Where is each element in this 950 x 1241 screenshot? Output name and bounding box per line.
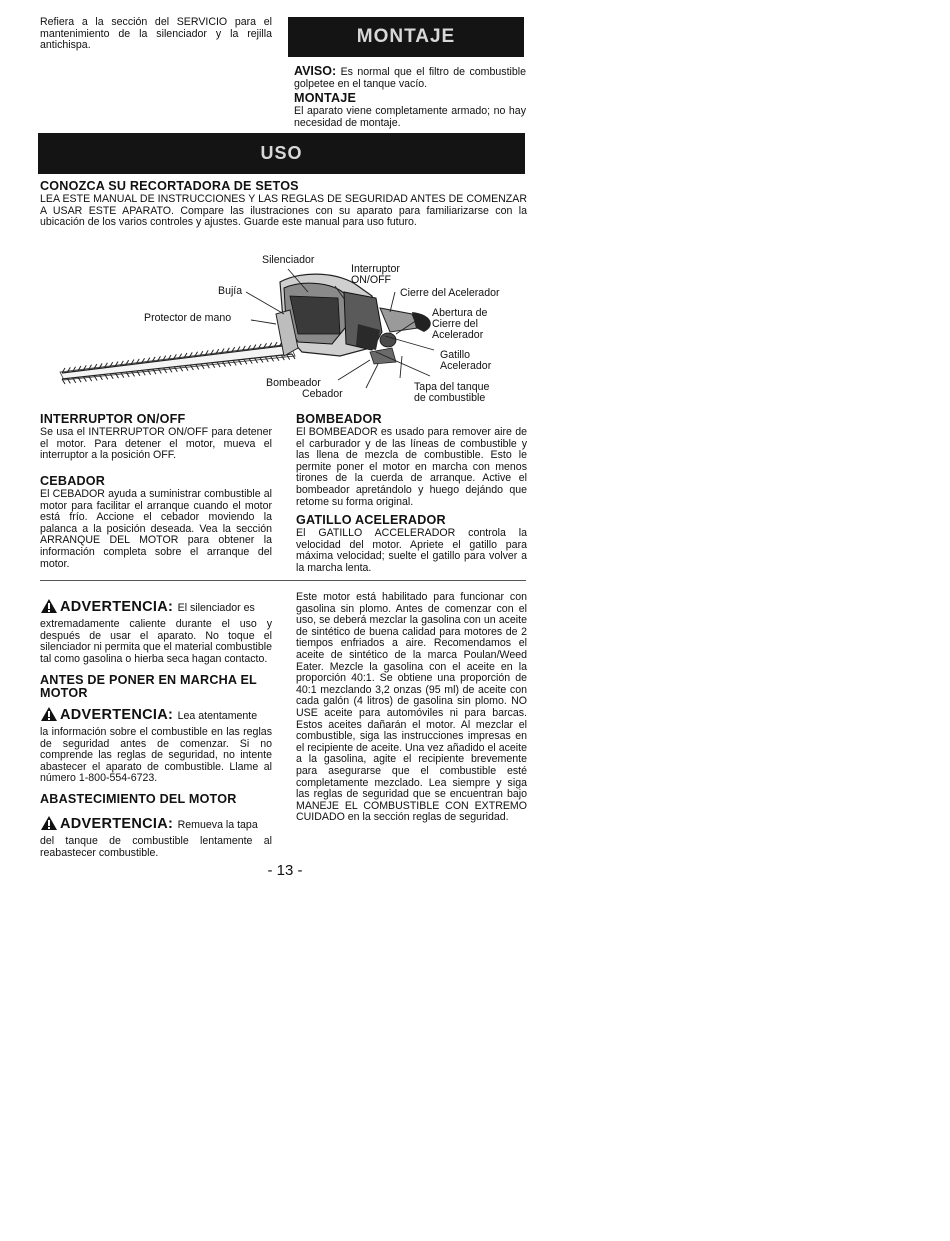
bombeador-heading: BOMBEADOR <box>296 412 382 426</box>
uso-banner <box>38 133 525 174</box>
gatillo-text: El GATILLO ACCELERADOR controla la velocidad del motor. Apriete el gatillo para máxima velocidad; suelte el gatillo para volver a la marcha lenta. <box>296 527 527 574</box>
aviso-paragraph <box>294 66 526 90</box>
warning-triangle-icon <box>40 706 58 727</box>
advertencia-2-text: la información sobre el combustible en las reglas de seguridad antes de comenzar. Si no comprende las reglas de seguridad, no intente abastecer el aparato de combustible. Llame al número 1-800-554-6723. <box>40 726 272 785</box>
advertencia-3-text: del tanque de combustible lentamente al reabastecer combustible. <box>40 835 272 859</box>
aviso-text: Es normal que el filtro de combustible golpetee en el tanque vacío. <box>294 66 526 90</box>
montaje-banner <box>288 17 524 57</box>
label-silenciador: Silenciador <box>262 254 315 266</box>
abastecimiento-heading: ABASTECIMIENTO DEL MOTOR <box>40 792 237 806</box>
label-protector-de-mano: Protector de mano <box>144 312 232 324</box>
service-reference-text: Refiera a la sección del SERVICIO para el mantenimiento de la silenciador y la rejilla antichispa. <box>40 16 272 52</box>
label-tapa-2: de combustible <box>414 392 486 404</box>
cebador-text: El CEBADOR ayuda a suministrar combustible al motor para facilitar el arranque cuando el motor está frío. Accione el cebador moviendo la palanca a la posición deseada. Vea la sección ARRANQUE DEL MOTOR para obtener la información completa sobre el arranque del motor. <box>40 488 272 570</box>
conozca-text: LEA ESTE MANUAL DE INSTRUCCIONES Y LAS REGLAS DE SEGURIDAD ANTES DE COMENZAR A USAR ESTE APARATO. Compare las ilustraciones con su aparato para familiarizarse con la ubicación de los varios controles y ajustes. Guarde este manual para uso futuro. <box>40 193 527 229</box>
advertencia-3-lead: Remueva la tapa <box>177 819 258 831</box>
label-bombeador: Bombeador <box>266 377 321 389</box>
label-interruptor: Interruptor <box>351 263 400 275</box>
advertencia-2-lead: Lea atentamente <box>177 710 258 722</box>
fuel-mixing-text: Este motor está habilitado para funcionar con gasolina sin plomo. Antes de comenzar con el uso, se deberá mezclar la gasolina con un aceite de sintético de buena calidad para motores de 2 tiempos enfriados a aire. Recomendamos el aceite de sintético de la marca Poulan/Weed Eater. Mezcle la gasolina con el aceite en la proporción 40:1. Se obtiene una proporción de 40:1 mezclando 3,2 onzas (95 ml) de aceite con cada galón (4 litros) de gasolina sin plomo. NO USE aceite para automóviles ni para barcas. Estos aceites dañarán el motor. Al mezclar el combustible, siga las instrucciones impresas en el recipiente de aceite. Una vez añadido el aceite a la gasolina, agite el recipiente brevemente para asegurarse que el combustible esté completamente mezclado. Lea siempre y siga las reglas de seguridad que se encuentran bajo MANEJE EL COMBUSTIBLE CON EXTREMO CUIDADO en la sección reglas de seguridad. <box>296 591 527 824</box>
label-abertura-2: Cierre del <box>432 318 478 330</box>
advertencia-2-label: ADVERTENCIA: <box>60 707 174 723</box>
advertencia-tapa <box>40 815 272 859</box>
advertencia-1-text: extremadamente caliente durante el uso y después de usar el aparato. No toque el silenciador ni permita que el material combustible tal como gasolina o hierba seca hagan contacto. <box>40 618 272 665</box>
antes-heading: ANTES DE PONER EN MARCHA EL MOTOR <box>40 673 257 700</box>
warning-triangle-icon <box>40 815 58 836</box>
uso-banner-label: USO <box>260 143 303 163</box>
warning-triangle-icon <box>40 598 58 619</box>
advertencia-1-lead: El silenciador es <box>177 602 255 614</box>
advertencia-3-label: ADVERTENCIA: <box>60 816 174 832</box>
page-number: - 13 - <box>267 862 303 879</box>
advertencia-1-label: ADVERTENCIA: <box>60 599 174 615</box>
label-bujia: Bujía <box>218 285 243 297</box>
montaje-text: El aparato viene completamente armado; no hay necesidad de montaje. <box>294 105 526 129</box>
conozca-heading: CONOZCA SU RECORTADORA DE SETOS <box>40 179 299 193</box>
cutting-blade-icon <box>60 340 295 384</box>
gatillo-heading: GATILLO ACELERADOR <box>296 513 446 527</box>
interruptor-text: Se usa el INTERRUPTOR ON/OFF para detener el motor. Para detener el motor, mueva el interruptor a la posición OFF. <box>40 426 272 462</box>
bombeador-text: El BOMBEADOR es usado para remover aire de el carburador y de las líneas de combustible y las llena de mezcla de combustible. Esto le permite poner el motor en marcha con menos tirones de la cuerda de arranque. Active el bombeador apretándolo y huego dejándo que retome su forma original. <box>296 426 527 508</box>
label-gatillo-2: Acelerador <box>440 360 492 372</box>
label-tapa-1: Tapa del tanque <box>414 381 490 393</box>
aviso-label: AVISO: <box>294 64 337 78</box>
label-abertura-1: Abertura de <box>432 307 488 319</box>
advertencia-combustible <box>40 706 272 785</box>
interruptor-heading: INTERRUPTOR ON/OFF <box>40 412 186 426</box>
hedge-trimmer-diagram <box>40 252 530 412</box>
label-gatillo-1: Gatillo <box>440 349 471 361</box>
label-cierre-acelerador: Cierre del Acelerador <box>400 287 500 299</box>
montaje-heading: MONTAJE <box>294 91 357 105</box>
advertencia-silenciador <box>40 598 272 665</box>
label-cebador: Cebador <box>302 388 343 400</box>
montaje-banner-label: MONTAJE <box>356 26 456 47</box>
label-on-off: ON/OFF <box>351 274 392 286</box>
label-abertura-3: Acelerador <box>432 329 484 341</box>
section-divider <box>40 580 526 581</box>
cebador-heading: CEBADOR <box>40 474 106 488</box>
